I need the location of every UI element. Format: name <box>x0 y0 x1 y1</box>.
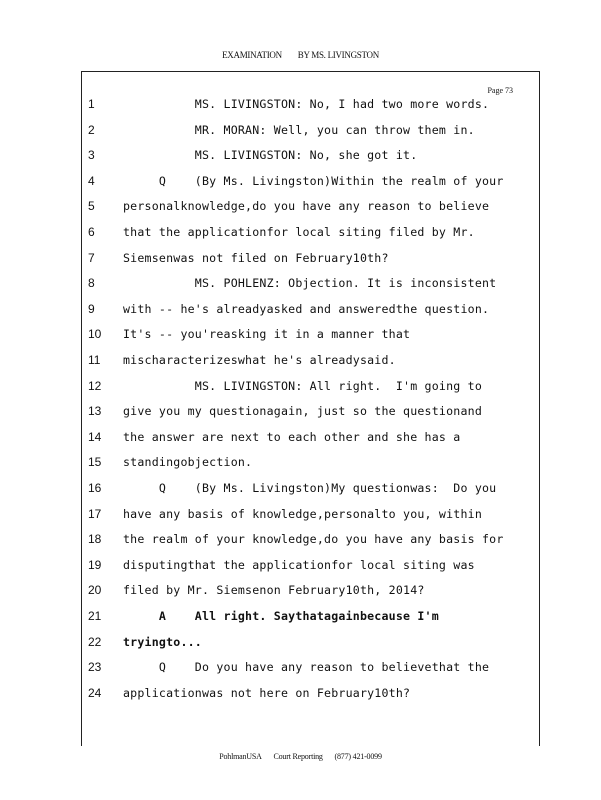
transcript-line <box>0 327 601 352</box>
line-number: 11 <box>88 353 101 367</box>
line-text: MS. LIVINGSTON: No, she got it. <box>123 148 418 163</box>
transcript-line <box>0 507 601 532</box>
transcript-line <box>0 174 601 199</box>
line-number: 17 <box>88 506 102 521</box>
line-text: Siemsenwas not filed on February10th? <box>123 250 389 265</box>
line-text: It's -- you'reasking it in a manner that <box>123 327 411 342</box>
footer-company: PohlmanUSA <box>219 752 262 761</box>
line-number: 16 <box>88 481 102 495</box>
line-text: filed by Mr. Siemsenon February10th, 2014? <box>123 583 425 598</box>
transcript-line <box>0 148 601 173</box>
line-text: that the applicationfor local siting filed by Mr. <box>123 225 475 239</box>
page-number: Page 73 <box>487 86 513 95</box>
transcript-line <box>0 609 601 634</box>
line-number: 9 <box>88 301 95 316</box>
line-text: Q (By Ms. Livingston)Within the realm of your <box>123 173 504 188</box>
line-text: applicationwas not here on February10th? <box>123 685 411 700</box>
line-number: 10 <box>88 327 102 342</box>
line-number: 5 <box>88 199 95 214</box>
transcript-line <box>0 123 601 148</box>
line-number: 19 <box>88 557 102 572</box>
line-text: standingobjection. <box>123 455 253 470</box>
transcript-line <box>0 199 601 224</box>
transcript-line <box>0 251 601 276</box>
line-number: 7 <box>88 250 95 265</box>
line-text: MR. MORAN: Well, you can throw them in. <box>123 122 475 137</box>
line-number: 24 <box>88 685 102 700</box>
line-number: 21 <box>88 609 102 623</box>
header-section: EXAMINATION <box>222 50 282 60</box>
line-text: give you my questionagain, just so the questionand <box>123 404 483 419</box>
transcript-line <box>0 379 601 404</box>
line-text: tryingto... <box>123 634 202 649</box>
transcript-line <box>0 481 601 506</box>
line-number: 1 <box>88 97 95 111</box>
line-text: personalknowledge,do you have any reason to believe <box>123 199 490 214</box>
page-footer <box>0 752 601 761</box>
line-number: 20 <box>88 583 102 598</box>
line-text: the realm of your knowledge,do you have any basis for <box>123 532 504 547</box>
line-number: 18 <box>88 532 102 547</box>
line-text: MS. LIVINGSTON: All right. I'm going to <box>123 378 483 393</box>
line-number: 4 <box>88 173 95 188</box>
line-text: have any basis of knowledge,personalto you, within <box>123 506 483 521</box>
transcript-line <box>0 276 601 301</box>
transcript-line <box>0 660 601 685</box>
line-number: 13 <box>88 404 102 419</box>
transcript-line <box>0 583 601 608</box>
line-number: 15 <box>88 455 102 470</box>
line-number: 8 <box>88 276 95 291</box>
line-text: with -- he's alreadyasked and answeredthe question. <box>123 301 490 316</box>
transcript-line <box>0 532 601 557</box>
line-number: 2 <box>88 122 95 137</box>
line-text: MS. LIVINGSTON: No, I had two more words. <box>123 97 490 111</box>
line-number: 3 <box>88 148 95 163</box>
transcript-line <box>0 686 601 711</box>
transcript-line <box>0 404 601 429</box>
line-number: 14 <box>88 429 102 444</box>
page-header <box>0 50 601 60</box>
line-text: disputingthat the applicationfor local siting was <box>123 557 475 572</box>
line-text: MS. POHLENZ: Objection. It is inconsistent <box>123 276 497 291</box>
transcript-line <box>0 558 601 583</box>
line-text: mischaracterizeswhat he's alreadysaid. <box>123 353 396 367</box>
footer-service: Court Reporting <box>273 752 323 761</box>
footer-phone: (877) 421-0099 <box>334 752 382 761</box>
line-number: 6 <box>88 225 95 239</box>
line-number: 23 <box>88 660 102 675</box>
transcript-line <box>0 302 601 327</box>
line-text: Q Do you have any reason to believethat the <box>123 660 490 675</box>
transcript-line <box>0 97 601 122</box>
line-text: A All right. Saythatagainbecause I'm <box>123 609 439 623</box>
line-number: 12 <box>88 378 102 393</box>
header-examiner: BY MS. LIVINGSTON <box>297 50 379 60</box>
transcript-line <box>0 455 601 480</box>
transcript-line <box>0 353 601 378</box>
line-number: 22 <box>88 634 102 649</box>
line-text: the answer are next to each other and she has a <box>123 429 461 444</box>
transcript-line <box>0 635 601 660</box>
transcript-line <box>0 225 601 250</box>
line-text: Q (By Ms. Livingston)My questionwas: Do you <box>123 481 497 495</box>
transcript-line <box>0 430 601 455</box>
